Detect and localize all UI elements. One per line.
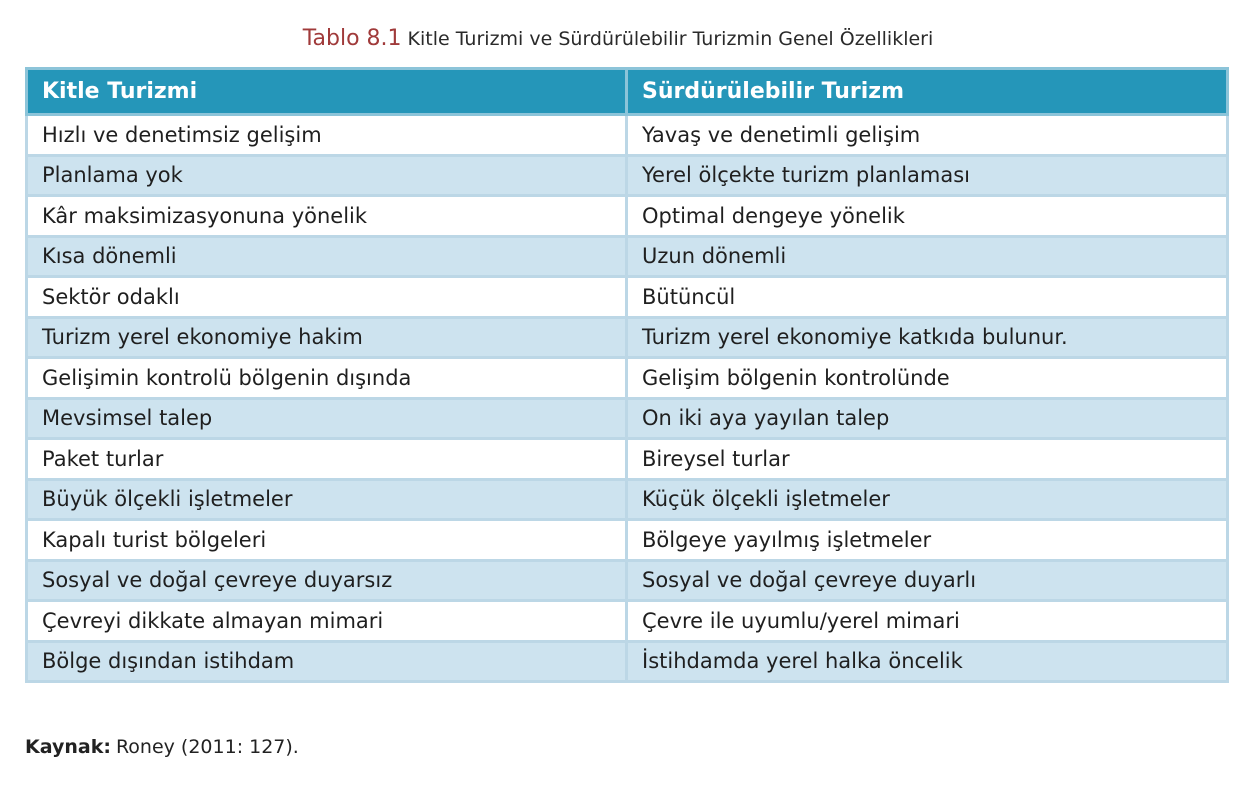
cell-sustainable-tourism: Yavaş ve denetimli gelişim: [627, 115, 1228, 156]
table-row: [27, 115, 1228, 156]
table-row: [27, 520, 1228, 561]
table-row: [27, 196, 1228, 237]
cell-mass-tourism: Çevreyi dikkate almayan mimari: [27, 601, 627, 642]
header-sustainable-tourism: Sürdürülebilir Turizm: [627, 69, 1228, 115]
table-row: [27, 439, 1228, 480]
caption-label: Tablo 8.1: [302, 26, 402, 51]
table-row: [27, 358, 1228, 399]
cell-sustainable-tourism: Küçük ölçekli işletmeler: [627, 479, 1228, 520]
cell-mass-tourism: Kısa dönemli: [27, 236, 627, 277]
source-text: Roney (2011: 127).: [115, 736, 299, 758]
cell-mass-tourism: Mevsimsel talep: [27, 398, 627, 439]
cell-mass-tourism: Hızlı ve denetimsiz gelişim: [27, 115, 627, 156]
cell-sustainable-tourism: Gelişim bölgenin kontrolünde: [627, 358, 1228, 399]
table-row: [27, 641, 1228, 682]
comparison-table: [25, 67, 1229, 683]
table-row: [27, 155, 1228, 196]
table-row: [27, 479, 1228, 520]
cell-sustainable-tourism: Sosyal ve doğal çevreye duyarlı: [627, 560, 1228, 601]
source-note: [25, 736, 299, 758]
cell-mass-tourism: Kâr maksimizasyonuna yönelik: [27, 196, 627, 237]
cell-mass-tourism: Paket turlar: [27, 439, 627, 480]
cell-sustainable-tourism: Çevre ile uyumlu/yerel mimari: [627, 601, 1228, 642]
cell-sustainable-tourism: Optimal dengeye yönelik: [627, 196, 1228, 237]
header-mass-tourism: Kitle Turizmi: [27, 69, 627, 115]
table-row: [27, 560, 1228, 601]
cell-sustainable-tourism: Turizm yerel ekonomiye katkıda bulunur.: [627, 317, 1228, 358]
comparison-table-container: [25, 67, 1226, 683]
cell-sustainable-tourism: Bireysel turlar: [627, 439, 1228, 480]
cell-sustainable-tourism: On iki aya yayılan talep: [627, 398, 1228, 439]
caption-title: Kitle Turizmi ve Sürdürülebilir Turizmin Genel Özellikleri: [407, 28, 934, 50]
source-label: Kaynak:: [25, 736, 111, 758]
table-row: [27, 601, 1228, 642]
cell-mass-tourism: Gelişimin kontrolü bölgenin dışında: [27, 358, 627, 399]
cell-mass-tourism: Büyük ölçekli işletmeler: [27, 479, 627, 520]
cell-sustainable-tourism: Yerel ölçekte turizm planlaması: [627, 155, 1228, 196]
cell-mass-tourism: Turizm yerel ekonomiye hakim: [27, 317, 627, 358]
table-caption: [0, 26, 1236, 51]
cell-sustainable-tourism: Bütüncül: [627, 277, 1228, 318]
cell-sustainable-tourism: İstihdamda yerel halka öncelik: [627, 641, 1228, 682]
cell-sustainable-tourism: Uzun dönemli: [627, 236, 1228, 277]
cell-mass-tourism: Bölge dışından istihdam: [27, 641, 627, 682]
cell-mass-tourism: Kapalı turist bölgeleri: [27, 520, 627, 561]
table-body: [27, 115, 1228, 682]
cell-mass-tourism: Planlama yok: [27, 155, 627, 196]
table-row: [27, 236, 1228, 277]
table-row: [27, 277, 1228, 318]
table-row: [27, 398, 1228, 439]
cell-mass-tourism: Sosyal ve doğal çevreye duyarsız: [27, 560, 627, 601]
table-row: [27, 317, 1228, 358]
cell-sustainable-tourism: Bölgeye yayılmış işletmeler: [627, 520, 1228, 561]
table-header-row: [27, 69, 1228, 115]
cell-mass-tourism: Sektör odaklı: [27, 277, 627, 318]
